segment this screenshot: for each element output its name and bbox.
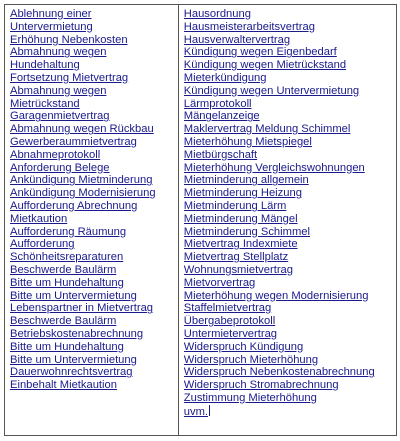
template-link[interactable]: Aufforderung Räumung xyxy=(10,225,127,238)
template-link[interactable]: Abnahmeprotokoll xyxy=(10,148,101,161)
list-item xyxy=(184,315,392,328)
list-item xyxy=(184,110,392,123)
template-link[interactable]: Hundehaltung xyxy=(10,59,80,72)
template-link[interactable]: Hausverwaltervertrag xyxy=(183,33,291,46)
template-link[interactable]: Lärmprotokoll xyxy=(183,97,252,110)
template-link[interactable]: Bitte um Hundehaltung xyxy=(10,340,124,353)
template-list-table xyxy=(4,4,397,436)
list-item xyxy=(184,328,392,341)
list-item xyxy=(10,149,174,162)
list-item xyxy=(10,341,174,354)
template-link[interactable]: Widerspruch Kündigung xyxy=(183,340,304,353)
list-item xyxy=(10,238,174,251)
list-item xyxy=(10,315,174,328)
template-link[interactable]: Hausmeisterarbeitsvertrag xyxy=(183,20,315,33)
template-link[interactable]: Beschwerde Baulärm xyxy=(10,263,117,276)
template-link[interactable]: Bitte um Untervermietung xyxy=(10,353,137,366)
list-item xyxy=(184,174,392,187)
list-item xyxy=(184,72,392,85)
template-link[interactable]: Mieterkündigung xyxy=(183,71,267,84)
list-item xyxy=(10,302,174,315)
list-item xyxy=(10,328,174,341)
template-link[interactable]: Abmahnung wegen xyxy=(10,46,107,59)
list-item xyxy=(184,341,392,354)
list-item xyxy=(184,149,392,162)
template-link[interactable]: Mietvorvertrag xyxy=(183,276,256,289)
list-item xyxy=(184,290,392,303)
template-link[interactable]: Widerspruch Stromabrechnung xyxy=(183,379,339,392)
list-item xyxy=(184,85,392,98)
list-item xyxy=(184,226,392,239)
template-link[interactable]: Abmahnung wegen Rückbau xyxy=(10,123,154,136)
template-link[interactable]: Abmahnung wegen xyxy=(10,84,107,97)
list-item xyxy=(10,226,174,239)
template-link[interactable]: Schönheitsreparaturen xyxy=(10,251,124,264)
template-link[interactable]: Beschwerde Baulärm xyxy=(10,315,117,328)
list-item xyxy=(184,379,392,392)
list-item xyxy=(184,162,392,175)
list-item xyxy=(10,136,174,149)
table-row xyxy=(5,5,397,436)
template-link[interactable]: Bitte um Hundehaltung xyxy=(10,276,124,289)
list-item xyxy=(184,264,392,277)
list-item xyxy=(10,366,174,379)
list-item xyxy=(10,354,174,367)
template-link[interactable]: Erhöhung Nebenkosten xyxy=(10,33,128,46)
template-link[interactable]: Mieterhöhung Vergleichswohnungen xyxy=(183,161,365,174)
template-link[interactable]: Mietkaution xyxy=(10,212,68,225)
template-link[interactable]: Aufforderung xyxy=(10,238,75,251)
list-item xyxy=(10,277,174,290)
list-item xyxy=(184,187,392,200)
left-column-list xyxy=(10,8,174,392)
list-item xyxy=(184,98,392,111)
template-link[interactable]: Mietminderung Mängel xyxy=(183,212,298,225)
list-item xyxy=(184,302,392,315)
list-item xyxy=(10,213,174,226)
template-link[interactable]: Untervermietung xyxy=(10,20,93,33)
template-link[interactable]: Mietbürgschaft xyxy=(183,148,258,161)
list-item xyxy=(10,251,174,264)
list-item xyxy=(10,264,174,277)
template-link[interactable]: Mietminderung Schimmel xyxy=(183,225,310,238)
template-link[interactable]: Widerspruch Nebenkostenabrechnung xyxy=(183,366,375,379)
template-link[interactable]: Kündigung wegen Mietrückstand xyxy=(183,59,347,72)
list-item xyxy=(184,366,392,379)
list-item xyxy=(184,34,392,47)
template-link[interactable]: Mietvertrag Stellplatz xyxy=(183,251,289,264)
list-item xyxy=(10,187,174,200)
text-cursor xyxy=(209,405,210,416)
list-item xyxy=(10,72,174,85)
template-link[interactable]: Untermietervertrag xyxy=(183,327,278,340)
template-link[interactable]: Ankündigung Mietminderung xyxy=(10,174,153,187)
list-item xyxy=(10,46,174,59)
template-link[interactable]: Ankündigung Modernisierung xyxy=(10,187,156,200)
template-link[interactable]: Fortsetzung Mietvertrag xyxy=(10,71,129,84)
template-link[interactable]: Kündigung wegen Untervermietung xyxy=(183,84,360,97)
list-item xyxy=(184,123,392,136)
list-item xyxy=(184,238,392,251)
template-link[interactable]: Mietminderung allgemein xyxy=(183,174,309,187)
template-link[interactable]: uvm. xyxy=(183,405,209,418)
template-link[interactable]: Übergabeprotokoll xyxy=(183,315,276,328)
template-link[interactable]: Aufforderung Abrechnung xyxy=(10,199,138,212)
list-item xyxy=(10,21,174,34)
template-link[interactable]: Maklervertrag Meldung Schimmel xyxy=(183,123,351,136)
list-item xyxy=(10,34,174,47)
template-link[interactable]: Mietminderung Lärm xyxy=(183,199,287,212)
list-item xyxy=(10,290,174,303)
template-link[interactable]: Mängelanzeige xyxy=(183,110,260,123)
right-column-list xyxy=(184,8,392,418)
list-item xyxy=(184,59,392,72)
template-link[interactable]: Zustimmung Mieterhöhung xyxy=(183,391,317,404)
list-item xyxy=(184,21,392,34)
template-link[interactable]: Garagenmietvertrag xyxy=(10,110,110,123)
list-item xyxy=(184,46,392,59)
template-link[interactable]: Mietminderung Heizung xyxy=(183,187,302,200)
list-item xyxy=(184,405,392,418)
list-item xyxy=(184,200,392,213)
template-link[interactable]: Mietrückstand xyxy=(10,97,80,110)
list-item xyxy=(10,200,174,213)
list-item xyxy=(184,136,392,149)
template-link[interactable]: Widerspruch Mieterhöhung xyxy=(183,353,319,366)
list-item xyxy=(184,251,392,264)
list-item xyxy=(184,277,392,290)
left-column-cell xyxy=(5,5,179,436)
list-item xyxy=(184,392,392,405)
template-link[interactable]: Lebenspartner in Mietvertrag xyxy=(10,302,154,315)
template-link[interactable]: Betriebskostenabrechnung xyxy=(10,327,144,340)
list-item xyxy=(10,85,174,98)
template-link[interactable]: Kündigung wegen Eigenbedarf xyxy=(183,46,337,59)
template-link[interactable]: Gewerberaummietvertrag xyxy=(10,135,137,148)
list-item xyxy=(184,213,392,226)
list-item xyxy=(184,8,392,21)
template-link[interactable]: Einbehalt Mietkaution xyxy=(10,379,117,392)
template-link[interactable]: Mieterhöhung Mietspiegel xyxy=(183,135,312,148)
list-item xyxy=(10,98,174,111)
template-link[interactable]: Mieterhöhung wegen Modernisierung xyxy=(183,289,369,302)
list-item xyxy=(10,379,174,392)
list-item xyxy=(10,123,174,136)
template-link[interactable]: Staffelmietvertrag xyxy=(183,302,272,315)
list-item xyxy=(10,59,174,72)
right-column-cell xyxy=(178,5,396,436)
template-link[interactable]: Bitte um Untervermietung xyxy=(10,289,137,302)
template-link[interactable]: Ablehnung einer xyxy=(10,8,92,20)
list-item xyxy=(10,110,174,123)
template-link[interactable]: Wohnungsmietvertrag xyxy=(183,263,294,276)
list-item xyxy=(10,174,174,187)
template-link[interactable]: Hausordnung xyxy=(183,8,251,20)
template-link[interactable]: Anforderung Belege xyxy=(10,161,110,174)
template-link[interactable]: Mietvertrag Indexmiete xyxy=(183,238,298,251)
list-item xyxy=(10,162,174,175)
template-link[interactable]: Dauerwohnrechtsvertrag xyxy=(10,366,133,379)
list-item xyxy=(10,8,174,21)
list-item xyxy=(184,354,392,367)
